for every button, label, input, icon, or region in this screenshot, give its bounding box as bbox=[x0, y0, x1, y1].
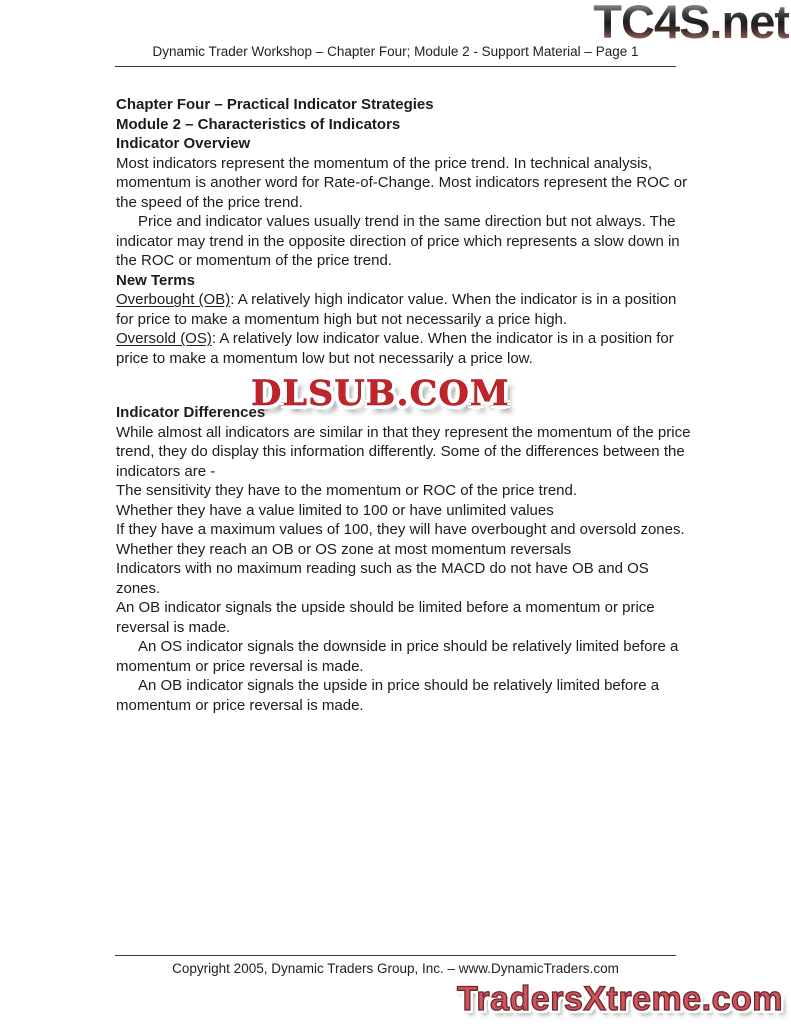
overview-paragraph-2: Price and indicator values usually trend in the same direction but not always. The indicator may trend in the opposite direction of price which represents a slow down in the ROC or momentum of the price trend. bbox=[116, 213, 680, 269]
overbought-term: Overbought (OB) bbox=[116, 291, 231, 308]
page-header-title: Dynamic Trader Workshop – Chapter Four; Module 2 - Support Material – Page 1 bbox=[152, 44, 639, 59]
oversold-term: Oversold (OS) bbox=[116, 330, 212, 347]
overbought-definition bbox=[116, 290, 692, 329]
differences-heading: Indicator Differences bbox=[116, 404, 266, 421]
header-divider bbox=[115, 66, 676, 67]
overview-heading: Indicator Overview bbox=[116, 135, 251, 152]
overview-paragraph-1: Most indicators represent the momentum of the price trend. In technical analysis, momentum is another word for Rate-of-Change. Most indicators represent the ROC or the speed of the price trend. bbox=[116, 154, 688, 211]
difference-item-1: The sensitivity they have to the momentum or ROC of the price trend. bbox=[116, 482, 578, 499]
chapter-title: Chapter Four – Practical Indicator Strategies bbox=[116, 96, 434, 113]
differences-intro: While almost all indicators are similar in that they represent the momentum of the price trend, they do display this information differently. Some of the differences between the indicators are - bbox=[116, 423, 691, 480]
difference-item-5: An OB indicator signals the upside should be limited before a momentum or price reversal is made. bbox=[116, 599, 655, 636]
differences-heading-row bbox=[116, 373, 692, 423]
tradersxtreme-watermark-logo: TradersXtreme.com bbox=[457, 980, 783, 1018]
difference-item-3: If they have a maximum values of 100, they will have overbought and oversold zones. Whether they reach an OB or OS zone at most momentum reversals bbox=[116, 521, 685, 558]
footer-divider bbox=[115, 955, 676, 956]
module-title: Module 2 – Characteristics of Indicators bbox=[116, 115, 401, 133]
closing-paragraph-2: An OB indicator signals the upside in price should be relatively limited before a momentum or price reversal is made. bbox=[116, 677, 660, 714]
overbought-definition-text: : A relatively high indicator value. When the indicator is in a position for price to make a momentum high but not necessarily a price high. bbox=[116, 291, 677, 328]
tc4s-watermark-logo: TC4S.net bbox=[593, 0, 789, 48]
closing-paragraph-1: An OS indicator signals the downside in price should be relatively limited before a momentum or price reversal is made. bbox=[116, 638, 679, 675]
footer-copyright: Copyright 2005, Dynamic Traders Group, Inc. – www.DynamicTraders.com bbox=[172, 961, 619, 976]
dlsub-watermark-stamp: DLSUB.COM bbox=[251, 373, 510, 414]
oversold-definition bbox=[116, 329, 692, 368]
difference-item-2: Whether they have a value limited to 100 or have unlimited values bbox=[116, 501, 554, 519]
oversold-definition-text: : A relatively low indicator value. When the indicator is in a position for price to make a momentum low but not necessarily a price low. bbox=[116, 330, 674, 367]
document-body bbox=[116, 95, 692, 715]
difference-item-4: Indicators with no maximum reading such as the MACD do not have OB and OS zones. bbox=[116, 560, 649, 597]
new-terms-heading: New Terms bbox=[116, 271, 195, 289]
